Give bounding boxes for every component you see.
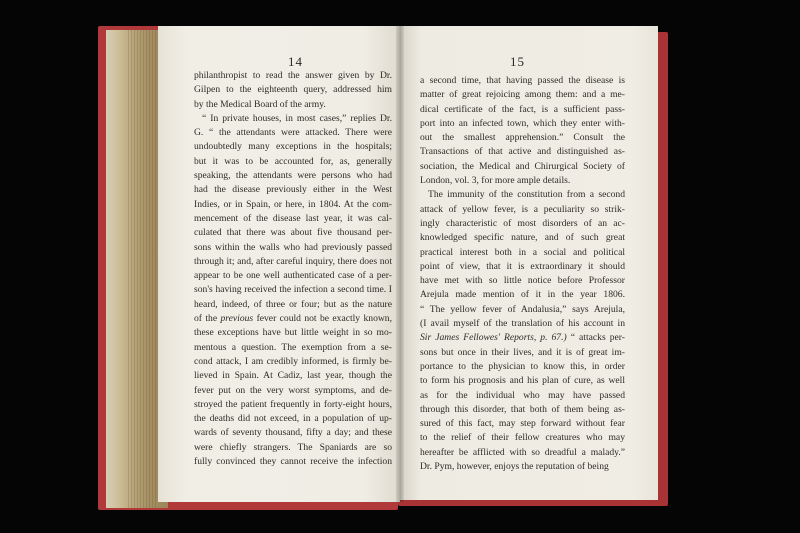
text-line: sured of this fact, may step forward without fear: [420, 418, 625, 430]
text-line: point of view, that it is extraordinary it should: [420, 260, 625, 272]
page-edge-texture: [128, 30, 158, 508]
text-line: son's having received the infection a second time. I: [194, 284, 392, 296]
text-line: Transactions of that active and distinguished as-: [420, 146, 625, 158]
text-line: Arejula made mention of it in the year 1806.: [420, 289, 625, 301]
text-fragment: of the: [194, 313, 218, 325]
text-line: but it was to be accounted for, as, generally: [194, 155, 392, 167]
text-line: attack of yellow fever, is a peculiarity so strik-: [420, 203, 625, 215]
text-fragment: “ attacks per-: [570, 332, 625, 344]
text-line: dical certificate of the fact, is a sufficient pass-: [420, 103, 625, 115]
italic-citation: Sir James Fellowes' Reports, p. 67.): [420, 332, 567, 344]
text-line: sociation, the Medical and Chirurgical Society of: [420, 160, 625, 172]
text-line: (I avail myself of the translation of his account in: [420, 318, 625, 330]
text-line: to the relief of their fellow creatures who may: [420, 432, 625, 444]
text-line: Dr. Pym, however, enjoys the reputation of being: [420, 461, 609, 473]
text-line: stroyed the patient frequently in forty-eight hours,: [194, 398, 392, 410]
text-line: heard, indeed, of three or four; but as the nature: [194, 298, 392, 310]
text-line: sons but once in their lives, and it is of great im-: [420, 346, 625, 358]
right-page: [400, 26, 658, 500]
text-line: appear to be one well authenticated case of a per-: [194, 270, 392, 282]
text-line: had the disease previously either in the West: [194, 184, 392, 196]
open-book: [98, 24, 668, 510]
left-page-text: [194, 69, 392, 469]
left-page: [158, 26, 400, 502]
text-line: ingly characteristic of most disorders of an ac-: [420, 217, 625, 229]
text-line: port into an infected town, which they enter with-: [420, 117, 625, 129]
text-line: G. “ the attendants were attacked. There were: [194, 127, 392, 139]
text-line: undoubtedly many exceptions in the hospitals;: [194, 141, 392, 153]
text-line: wards of seventy thousand, fifty a day; and these: [194, 427, 392, 439]
text-line: out the smallest apprehension.” Consult the: [420, 132, 625, 144]
text-line: these exceptions have but little weight in so mo-: [194, 327, 392, 339]
text-line: “ The yellow fever of Andalusia,” says Arejula,: [420, 303, 625, 315]
text-line: hereafter be afflicted with so dreadful a malady.”: [420, 446, 625, 458]
text-line: the deaths did not exceed, in a population of up-: [194, 413, 392, 425]
text-line: Indies, or in Spain, or here, in 1804. At the com-: [194, 198, 392, 210]
text-line: “ In private houses, in most cases,” replies Dr.: [202, 112, 392, 124]
text-line: culated that there was about five thousand per-: [194, 227, 392, 239]
text-fragment: fever could not be exactly known,: [256, 313, 392, 325]
italic-word: previous: [220, 313, 254, 325]
text-line: knowledged specific nature, and of such great: [420, 232, 625, 244]
text-line: as for the individual who may have passed: [420, 389, 625, 401]
text-line: [420, 331, 625, 345]
text-line: The immunity of the constitution from a second: [428, 189, 625, 201]
text-line: fully convinced they cannot receive the infection: [194, 456, 392, 468]
text-line: through it; and, after careful inquiry, there does not: [194, 255, 392, 267]
text-line: speaking, the attendants were persons who had: [194, 170, 392, 182]
text-line: [194, 312, 392, 326]
text-line: fever put on the very worst symptoms, and de-: [194, 384, 392, 396]
book-gutter: [396, 26, 404, 502]
text-line: London, vol. 3, for more ample details.: [420, 175, 571, 187]
left-page-number: 14: [288, 54, 303, 69]
text-line: matter of great rejoicing among them: and a me-: [420, 89, 625, 101]
text-line: mentous a question. The exemption from a se-: [194, 341, 392, 353]
text-line: were chiefly strangers. The Spaniards are so: [194, 441, 392, 453]
text-line: lieved in Spain. At Cadiz, last year, though the: [194, 370, 392, 382]
text-line: practical interest both in a social and political: [420, 246, 625, 258]
text-line: portance to the physician to know this, in order: [420, 360, 625, 372]
right-page-text: [420, 74, 625, 474]
text-line: a second time, that having passed the disease is: [420, 75, 625, 86]
text-line: philanthropist to read the answer given by Dr.: [194, 70, 392, 81]
text-line: cond attack, I am credibly informed, is firmly be-: [194, 355, 392, 367]
text-line: sons within the walls who had previously passed: [194, 241, 392, 253]
text-line: Gilpen to the eighteenth query, addressed him: [194, 84, 392, 96]
text-line: have met with so little notice before Professor: [420, 275, 625, 287]
text-line: mencement of the disease last year, it was cal-: [194, 212, 392, 224]
text-line: to form his prognosis and his plan of cure, as well: [420, 375, 625, 387]
right-page-number: 15: [510, 54, 525, 69]
text-line: through this disorder, that both of them being as-: [420, 403, 625, 415]
text-line: by the Medical Board of the army.: [194, 98, 326, 110]
